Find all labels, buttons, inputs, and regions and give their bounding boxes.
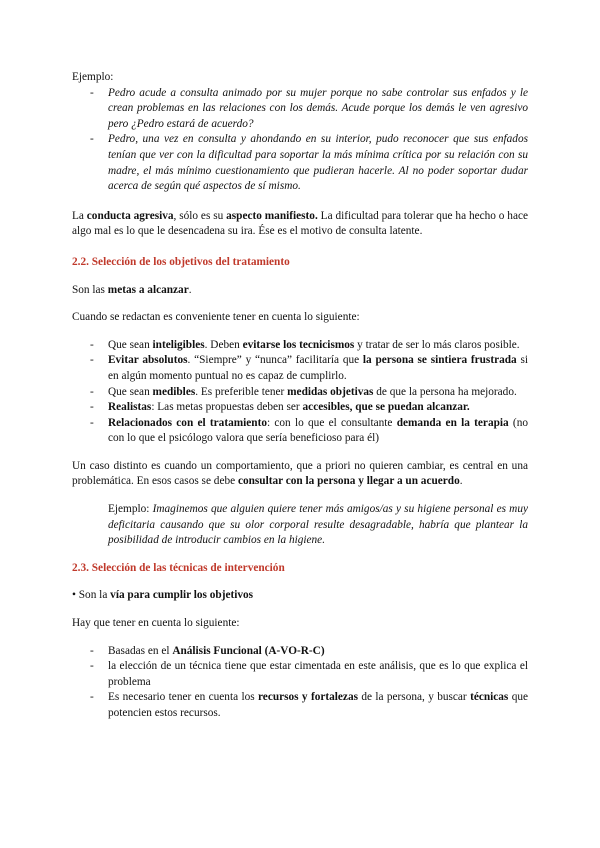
bold-text: aspecto manifiesto. [226, 209, 318, 222]
document-page [72, 70, 528, 722]
text: (no con lo que el psicólogo valora que sería beneficioso para él) [108, 416, 528, 445]
text: Que sean [108, 338, 153, 351]
bold-text: consultar con la persona y llegar a un acuerdo [237, 475, 460, 488]
text: si en algún momento puntual no es capaz de cumplirlo. [108, 354, 528, 382]
text: . “Siempre” y “nunca” facilitaría que [187, 354, 363, 367]
text: la elección de un técnica tiene que estar cimentada en este análisis, que es lo que explica el problema [108, 660, 528, 688]
objectives-list [72, 338, 528, 447]
example-item: - Pedro, una vez en consulta y ahondando en su interior, pudo reconocer que sus enfados tenían que ver con la dificultad para soportar la más mínima crítica por su relación con su madre, el más mínimo cuestionamiento que pudieran hacerle. Al no poder soportar dudar acerca de según qué aspectos de sí mismo. [72, 132, 528, 194]
paragraph-intro-2-3: Hay que tener en cuenta lo siguiente: [72, 617, 240, 630]
bold-text: evitarse los tecnicismos [242, 338, 355, 351]
section-heading-2-3: 2.3. Selección de las técnicas de intervención [72, 561, 285, 574]
text: . [459, 475, 463, 488]
list-item [72, 659, 528, 690]
bold-text: vía para cumplir los objetivos [110, 589, 254, 602]
bold-text: metas a alcanzar [107, 283, 189, 296]
paragraph-caso [72, 459, 528, 490]
text: • Son la [72, 589, 111, 602]
bold-text: técnicas [470, 691, 509, 704]
bold-text: Realistas [108, 401, 152, 414]
bold-text: accesibles, que se puedan alcanzar. [302, 401, 470, 414]
bold-text: medidas objetivas [287, 385, 374, 398]
section-heading-2-2: 2.2. Selección de los objetivos del tratamiento [72, 255, 290, 268]
bold-text: conducta agresiva [86, 209, 174, 222]
bold-text: inteligibles [152, 338, 205, 351]
bold-text: Análisis Funcional (A-VO-R-C) [172, 644, 325, 657]
text: Un caso distinto es cuando un comportamiento, que a priori no quieren cambiar, es central en una problemática. En esos casos se debe [72, 459, 528, 488]
bold-text: recursos y fortalezas [258, 691, 358, 704]
bold-text: la persona se sintiera frustrada [362, 354, 517, 367]
text: La [72, 209, 87, 222]
text: : Las metas propuestas deben ser [151, 401, 303, 414]
bold-text: medibles [152, 385, 196, 398]
text: Que sean [108, 385, 153, 398]
example-label: Ejemplo: [72, 71, 114, 83]
text: La dificultad para tolerar que ha hecho o hace algo mal es lo que le desencadena su ira. Ése es el motivo de consulta latente. [72, 209, 528, 238]
example-paragraph [72, 502, 528, 549]
paragraph-intro-2-2: Cuando se redactan es conveniente tener en cuenta lo siguiente: [72, 311, 360, 324]
paragraph-conducta [72, 209, 528, 240]
text: . [188, 283, 192, 296]
text: . Deben [204, 338, 243, 351]
example-list [72, 86, 528, 195]
list-item [72, 385, 528, 401]
example-item: - Pedro acude a consulta animado por su mujer porque no sabe controlar sus enfados y le crean problemas en las relaciones con los demás. Acude porque los demás le ven agresivo pero ¿Pedro estará de acuerdo? [72, 86, 528, 133]
paragraph-via [72, 588, 528, 604]
bold-text: demanda en la terapia [396, 416, 509, 429]
text: Basadas en el [108, 644, 173, 657]
example-label: Ejemplo: [108, 503, 153, 516]
example-text: Imaginemos que alguien quiere tener más amigos/as y su higiene personal es muy deficitaria causando que su olor corporal resulte desagradable, habría que plantear la posibilidad de introducir cambios en la higiene. [108, 503, 528, 547]
bold-text: Evitar absolutos [108, 354, 188, 367]
list-item [72, 353, 528, 384]
text: y tratar de ser lo más claros posible. [354, 338, 520, 351]
text: de la persona, y buscar [358, 691, 471, 704]
text: Es necesario tener en cuenta los [108, 691, 258, 704]
list-item [72, 416, 528, 447]
list-item [72, 644, 528, 660]
text: . Es preferible tener [195, 385, 288, 398]
text: : con lo que el consultante [267, 416, 397, 429]
text: que potencien estos recursos. [108, 691, 529, 719]
text: de que la persona ha mejorado. [373, 385, 517, 398]
paragraph-metas [72, 283, 528, 299]
techniques-list [72, 644, 528, 722]
text: Son las [72, 283, 108, 296]
list-item [72, 690, 528, 721]
text: , sólo es su [173, 209, 227, 222]
list-item [72, 400, 528, 416]
list-item [72, 338, 528, 354]
bold-text: Relacionados con el tratamiento [108, 416, 267, 429]
